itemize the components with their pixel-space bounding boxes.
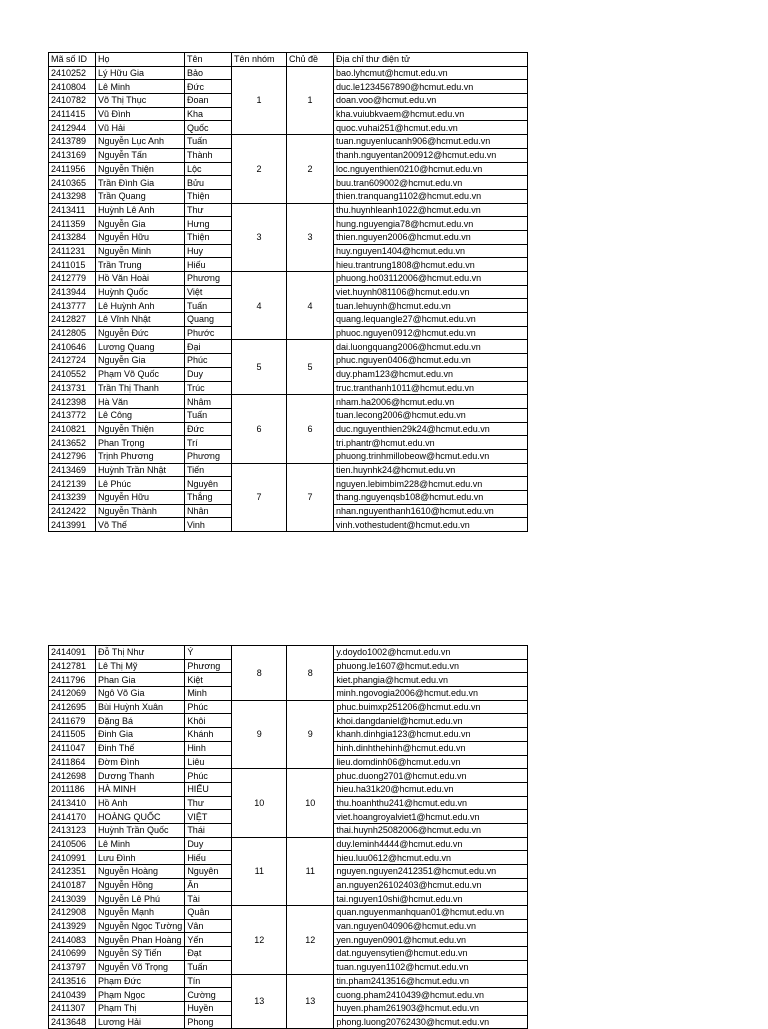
header-ho: Họ bbox=[96, 53, 185, 67]
cell-ten: Tuấn bbox=[185, 299, 232, 313]
cell-ho: Nguyễn Minh bbox=[96, 244, 185, 258]
cell-ho: Nguyễn Đức bbox=[96, 326, 185, 340]
cell-ho: Lương Quang bbox=[96, 340, 185, 354]
cell-ten: Khánh bbox=[185, 728, 232, 742]
cell-ho: Nguyễn Hồng bbox=[96, 878, 185, 892]
cell-ten: Tiến bbox=[185, 463, 232, 477]
cell-ho: Đỗ Thị Như bbox=[96, 646, 185, 660]
cell-ho: Huỳnh Trần Quốc bbox=[96, 823, 185, 837]
cell-email: bao.lyhcmut@hcmut.edu.vn bbox=[334, 66, 528, 80]
table-row bbox=[49, 906, 528, 920]
cell-id: 2411015 bbox=[49, 258, 96, 272]
cell-email: tien.huynhk24@hcmut.edu.vn bbox=[334, 463, 528, 477]
cell-id: 2413239 bbox=[49, 491, 96, 505]
cell-id: 2411864 bbox=[49, 755, 96, 769]
cell-id: 2410646 bbox=[49, 340, 96, 354]
table-row bbox=[49, 974, 528, 988]
cell-email: huy.nguyen1404@hcmut.edu.vn bbox=[334, 244, 528, 258]
cell-id: 2412422 bbox=[49, 504, 96, 518]
cell-chude: 6 bbox=[287, 395, 334, 463]
cell-chude: 4 bbox=[287, 272, 334, 340]
cell-id: 2412698 bbox=[49, 769, 96, 783]
cell-ten: Hiếu bbox=[185, 258, 232, 272]
cell-ho: Trần Thị Thanh bbox=[96, 381, 185, 395]
cell-ten: Huyền bbox=[185, 1001, 232, 1015]
table-row bbox=[49, 272, 528, 286]
cell-ten: Quang bbox=[185, 313, 232, 327]
cell-ho: Trịnh Phương bbox=[96, 449, 185, 463]
header-row bbox=[49, 53, 528, 67]
cell-nhom: 11 bbox=[232, 837, 287, 905]
cell-id: 2413284 bbox=[49, 230, 96, 244]
cell-id: 2411415 bbox=[49, 107, 96, 121]
cell-email: thien.tranquang1102@hcmut.edu.vn bbox=[334, 189, 528, 203]
cell-id: 2412779 bbox=[49, 272, 96, 286]
cell-id: 2414170 bbox=[49, 810, 96, 824]
cell-chude: 12 bbox=[287, 906, 334, 974]
cell-ten: Tín bbox=[185, 974, 232, 988]
cell-id: 2410365 bbox=[49, 176, 96, 190]
cell-email: kiet.phangia@hcmut.edu.vn bbox=[334, 673, 528, 687]
cell-ten: Thiện bbox=[185, 230, 232, 244]
cell-chude: 7 bbox=[287, 463, 334, 531]
cell-ten: Nguyên bbox=[185, 865, 232, 879]
cell-email: tai.nguyen10shi@hcmut.edu.vn bbox=[334, 892, 528, 906]
cell-id: 2410699 bbox=[49, 947, 96, 961]
cell-ten: Phương bbox=[185, 659, 232, 673]
cell-email: duy.leminh4444@hcmut.edu.vn bbox=[334, 837, 528, 851]
cell-ho: Đinh Gia bbox=[96, 728, 185, 742]
cell-email: phuong.ho03112006@hcmut.edu.vn bbox=[334, 272, 528, 286]
cell-id: 2412827 bbox=[49, 313, 96, 327]
cell-id: 2413516 bbox=[49, 974, 96, 988]
cell-email: phuoc.nguyen0912@hcmut.edu.vn bbox=[334, 326, 528, 340]
student-table-1 bbox=[48, 52, 528, 532]
cell-email: hinh.dinhthehinh@hcmut.edu.vn bbox=[334, 741, 528, 755]
cell-ho: Nguyễn Hữu bbox=[96, 491, 185, 505]
cell-ten: Thành bbox=[185, 148, 232, 162]
cell-email: viet.huynh081106@hcmut.edu.vn bbox=[334, 285, 528, 299]
cell-email: an.nguyen26102403@hcmut.edu.vn bbox=[334, 878, 528, 892]
cell-email: phuc.duong2701@hcmut.edu.vn bbox=[334, 769, 528, 783]
cell-ho: Trần Trung bbox=[96, 258, 185, 272]
cell-email: buu.tran609002@hcmut.edu.vn bbox=[334, 176, 528, 190]
cell-ho: Phạm Thị bbox=[96, 1001, 185, 1015]
cell-email: vinh.vothestudent@hcmut.edu.vn bbox=[334, 518, 528, 532]
cell-ten: Phương bbox=[185, 449, 232, 463]
cell-ten: Lộc bbox=[185, 162, 232, 176]
cell-ho: Bùi Huỳnh Xuân bbox=[96, 700, 185, 714]
cell-id: 2414083 bbox=[49, 933, 96, 947]
table-row bbox=[49, 700, 528, 714]
table-row bbox=[49, 340, 528, 354]
cell-email: tin.pham2413516@hcmut.edu.vn bbox=[334, 974, 528, 988]
cell-nhom: 4 bbox=[232, 272, 287, 340]
cell-email: huyen.pham261903@hcmut.edu.vn bbox=[334, 1001, 528, 1015]
cell-id: 2412908 bbox=[49, 906, 96, 920]
cell-email: thanh.nguyentan200912@hcmut.edu.vn bbox=[334, 148, 528, 162]
cell-ho: Võ Thế bbox=[96, 518, 185, 532]
cell-ten: Hinh bbox=[185, 741, 232, 755]
cell-id: 2410506 bbox=[49, 837, 96, 851]
cell-ten: Trí bbox=[185, 436, 232, 450]
cell-ten: Phương bbox=[185, 272, 232, 286]
cell-ten: Phước bbox=[185, 326, 232, 340]
student-table-2 bbox=[48, 645, 528, 1029]
cell-id: 2413298 bbox=[49, 189, 96, 203]
cell-ho: Phan Trọng bbox=[96, 436, 185, 450]
cell-id: 2410804 bbox=[49, 80, 96, 94]
cell-ho: Đinh Thế bbox=[96, 741, 185, 755]
cell-id: 2412796 bbox=[49, 449, 96, 463]
cell-ten: Phúc bbox=[185, 769, 232, 783]
cell-ten: Minh bbox=[185, 687, 232, 701]
cell-ho: Dương Thanh bbox=[96, 769, 185, 783]
cell-id: 2412805 bbox=[49, 326, 96, 340]
cell-ten: Phong bbox=[185, 1015, 232, 1029]
cell-ho: Nguyễn Hoàng bbox=[96, 865, 185, 879]
cell-email: loc.nguyenthien0210@hcmut.edu.vn bbox=[334, 162, 528, 176]
cell-chude: 11 bbox=[287, 837, 334, 905]
cell-id: 2011186 bbox=[49, 782, 96, 796]
cell-ten: Tài bbox=[185, 892, 232, 906]
table-1-body bbox=[49, 53, 528, 532]
cell-nhom: 7 bbox=[232, 463, 287, 531]
cell-ten: Kha bbox=[185, 107, 232, 121]
cell-ten: Quốc bbox=[185, 121, 232, 135]
cell-id: 2413169 bbox=[49, 148, 96, 162]
cell-ten: Tuấn bbox=[185, 960, 232, 974]
cell-email: kha.vuiubkvaem@hcmut.edu.vn bbox=[334, 107, 528, 121]
table-row bbox=[49, 135, 528, 149]
header-email: Địa chỉ thư điện tử bbox=[334, 53, 528, 67]
cell-nhom: 12 bbox=[232, 906, 287, 974]
cell-ho: Nguyễn Thiện bbox=[96, 162, 185, 176]
cell-email: khoi.dangdaniel@hcmut.edu.vn bbox=[334, 714, 528, 728]
table-row bbox=[49, 646, 528, 660]
cell-id: 2412944 bbox=[49, 121, 96, 135]
cell-email: y.doydo1002@hcmut.edu.vn bbox=[334, 646, 528, 660]
cell-chude: 10 bbox=[287, 769, 334, 837]
cell-ho: Nguyễn Thiện bbox=[96, 422, 185, 436]
cell-id: 2412069 bbox=[49, 687, 96, 701]
cell-ten: Ý bbox=[185, 646, 232, 660]
cell-ten: Tuấn bbox=[185, 408, 232, 422]
cell-email: yen.nguyen0901@hcmut.edu.vn bbox=[334, 933, 528, 947]
cell-email: hieu.ha31k20@hcmut.edu.vn bbox=[334, 782, 528, 796]
cell-ho: Lương Hải bbox=[96, 1015, 185, 1029]
cell-id: 2410782 bbox=[49, 94, 96, 108]
cell-email: thien.nguyen2006@hcmut.edu.vn bbox=[334, 230, 528, 244]
cell-ten: Việt bbox=[185, 285, 232, 299]
cell-email: quoc.vuhai251@hcmut.edu.vn bbox=[334, 121, 528, 135]
cell-email: dai.luongquang2006@hcmut.edu.vn bbox=[334, 340, 528, 354]
cell-id: 2410821 bbox=[49, 422, 96, 436]
cell-ho: Nguyễn Gia bbox=[96, 354, 185, 368]
table-row bbox=[49, 395, 528, 409]
cell-id: 2413039 bbox=[49, 892, 96, 906]
cell-id: 2412351 bbox=[49, 865, 96, 879]
cell-id: 2413797 bbox=[49, 960, 96, 974]
cell-nhom: 8 bbox=[232, 646, 287, 701]
cell-email: tuan.lecong2006@hcmut.edu.vn bbox=[334, 408, 528, 422]
cell-email: lieu.domdinh06@hcmut.edu.vn bbox=[334, 755, 528, 769]
cell-ho: Phạm Ngọc bbox=[96, 988, 185, 1002]
cell-id: 2413652 bbox=[49, 436, 96, 450]
cell-ten: Liêu bbox=[185, 755, 232, 769]
cell-email: cuong.pham2410439@hcmut.edu.vn bbox=[334, 988, 528, 1002]
cell-ho: Lê Huỳnh Anh bbox=[96, 299, 185, 313]
cell-ten: Quân bbox=[185, 906, 232, 920]
cell-ten: Tuấn bbox=[185, 135, 232, 149]
header-id: Mã số ID bbox=[49, 53, 96, 67]
cell-ho: Nguyễn Lê Phú bbox=[96, 892, 185, 906]
cell-ho: Phạm Đức bbox=[96, 974, 185, 988]
cell-ten: Nhân bbox=[185, 504, 232, 518]
cell-ho: Huỳnh Lê Anh bbox=[96, 203, 185, 217]
cell-ten: Vinh bbox=[185, 518, 232, 532]
cell-ho: Lưu Đình bbox=[96, 851, 185, 865]
cell-id: 2412724 bbox=[49, 354, 96, 368]
cell-ho: Phan Gia bbox=[96, 673, 185, 687]
cell-ho: Hồ Anh bbox=[96, 796, 185, 810]
cell-id: 2413929 bbox=[49, 919, 96, 933]
cell-ho: HÀ MINH bbox=[96, 782, 185, 796]
cell-id: 2413772 bbox=[49, 408, 96, 422]
cell-ten: Duy bbox=[185, 367, 232, 381]
header-chude: Chủ đề bbox=[287, 53, 334, 67]
table-row bbox=[49, 769, 528, 783]
cell-ho: Nguyễn Võ Trọng bbox=[96, 960, 185, 974]
cell-ho: Huỳnh Quốc bbox=[96, 285, 185, 299]
cell-id: 2411679 bbox=[49, 714, 96, 728]
cell-ho: Huỳnh Trần Nhật bbox=[96, 463, 185, 477]
cell-id: 2413123 bbox=[49, 823, 96, 837]
header-ten: Tên bbox=[185, 53, 232, 67]
cell-ho: Lê Minh bbox=[96, 80, 185, 94]
cell-ho: Nguyễn Thành bbox=[96, 504, 185, 518]
cell-email: thang.nguyenqsb108@hcmut.edu.vn bbox=[334, 491, 528, 505]
cell-ho: Đặng Bá bbox=[96, 714, 185, 728]
cell-ho: Lê Công bbox=[96, 408, 185, 422]
cell-chude: 3 bbox=[287, 203, 334, 271]
cell-chude: 13 bbox=[287, 974, 334, 1029]
cell-ten: Ân bbox=[185, 878, 232, 892]
cell-id: 2410991 bbox=[49, 851, 96, 865]
cell-ho: Lý Hữu Gia bbox=[96, 66, 185, 80]
cell-id: 2411307 bbox=[49, 1001, 96, 1015]
cell-ho: Võ Thị Thục bbox=[96, 94, 185, 108]
cell-email: duc.nguyenthien29k24@hcmut.edu.vn bbox=[334, 422, 528, 436]
cell-email: hieu.luu0612@hcmut.edu.vn bbox=[334, 851, 528, 865]
cell-email: nguyen.nguyen2412351@hcmut.edu.vn bbox=[334, 865, 528, 879]
cell-ho: Trần Đình Gia bbox=[96, 176, 185, 190]
cell-email: phuc.nguyen0406@hcmut.edu.vn bbox=[334, 354, 528, 368]
cell-ten: Phúc bbox=[185, 700, 232, 714]
table-row bbox=[49, 66, 528, 80]
cell-email: phuong.trinhmillobeow@hcmut.edu.vn bbox=[334, 449, 528, 463]
cell-nhom: 5 bbox=[232, 340, 287, 395]
cell-ten: Đạt bbox=[185, 947, 232, 961]
cell-id: 2413411 bbox=[49, 203, 96, 217]
cell-ten: Vân bbox=[185, 919, 232, 933]
cell-ten: Hiếu bbox=[185, 851, 232, 865]
cell-id: 2412398 bbox=[49, 395, 96, 409]
table-2-body bbox=[49, 646, 528, 1029]
header-nhom: Tên nhóm bbox=[232, 53, 287, 67]
cell-nhom: 6 bbox=[232, 395, 287, 463]
cell-email: dat.nguyensytien@hcmut.edu.vn bbox=[334, 947, 528, 961]
cell-ten: Kiệt bbox=[185, 673, 232, 687]
cell-email: hung.nguyengia78@hcmut.edu.vn bbox=[334, 217, 528, 231]
cell-email: duc.le1234567890@hcmut.edu.vn bbox=[334, 80, 528, 94]
cell-nhom: 10 bbox=[232, 769, 287, 837]
cell-ten: Yến bbox=[185, 933, 232, 947]
cell-ten: Khôi bbox=[185, 714, 232, 728]
cell-id: 2412139 bbox=[49, 477, 96, 491]
cell-ho: Đờm Đình bbox=[96, 755, 185, 769]
cell-id: 2410187 bbox=[49, 878, 96, 892]
cell-email: khanh.dinhgia123@hcmut.edu.vn bbox=[334, 728, 528, 742]
cell-ten: Duy bbox=[185, 837, 232, 851]
cell-ho: Vũ Đình bbox=[96, 107, 185, 121]
cell-ho: Lê Thị Mỹ bbox=[96, 659, 185, 673]
cell-id: 2410552 bbox=[49, 367, 96, 381]
table-row bbox=[49, 837, 528, 851]
cell-email: van.nguyen040906@hcmut.edu.vn bbox=[334, 919, 528, 933]
cell-id: 2410252 bbox=[49, 66, 96, 80]
cell-ho: Phạm Võ Quốc bbox=[96, 367, 185, 381]
cell-ten: Thiện bbox=[185, 189, 232, 203]
cell-ten: Đại bbox=[185, 340, 232, 354]
cell-nhom: 2 bbox=[232, 135, 287, 203]
cell-ho: Trần Quang bbox=[96, 189, 185, 203]
cell-ten: Thắng bbox=[185, 491, 232, 505]
cell-email: tuan.nguyenlucanh906@hcmut.edu.vn bbox=[334, 135, 528, 149]
cell-id: 2411956 bbox=[49, 162, 96, 176]
cell-chude: 5 bbox=[287, 340, 334, 395]
cell-email: doan.voo@hcmut.edu.vn bbox=[334, 94, 528, 108]
cell-ten: Huy bbox=[185, 244, 232, 258]
cell-email: phuong.le1607@hcmut.edu.vn bbox=[334, 659, 528, 673]
cell-ten: VIỆT bbox=[185, 810, 232, 824]
cell-id: 2411505 bbox=[49, 728, 96, 742]
cell-ten: HIẾU bbox=[185, 782, 232, 796]
cell-ho: Nguyễn Sỹ Tiến bbox=[96, 947, 185, 961]
cell-ten: Đoan bbox=[185, 94, 232, 108]
cell-ho: Lê Minh bbox=[96, 837, 185, 851]
cell-ho: Nguyễn Lục Anh bbox=[96, 135, 185, 149]
cell-ho: Nguyễn Phan Hoàng bbox=[96, 933, 185, 947]
cell-email: viet.hoangroyalviet1@hcmut.edu.vn bbox=[334, 810, 528, 824]
cell-ten: Nguyên bbox=[185, 477, 232, 491]
cell-email: phuc.buimxp251206@hcmut.edu.vn bbox=[334, 700, 528, 714]
cell-ho: Hồ Văn Hoài bbox=[96, 272, 185, 286]
cell-nhom: 9 bbox=[232, 700, 287, 768]
cell-ten: Bảo bbox=[185, 66, 232, 80]
cell-email: hieu.trantrung1808@hcmut.edu.vn bbox=[334, 258, 528, 272]
cell-ho: Ngô Võ Gia bbox=[96, 687, 185, 701]
cell-email: quan.nguyenmanhquan01@hcmut.edu.vn bbox=[334, 906, 528, 920]
cell-ho: Lê Vĩnh Nhật bbox=[96, 313, 185, 327]
cell-ten: Trúc bbox=[185, 381, 232, 395]
cell-ten: Thái bbox=[185, 823, 232, 837]
cell-ten: Hưng bbox=[185, 217, 232, 231]
cell-email: thu.hoanhthu241@hcmut.edu.vn bbox=[334, 796, 528, 810]
cell-id: 2413648 bbox=[49, 1015, 96, 1029]
cell-id: 2411231 bbox=[49, 244, 96, 258]
cell-chude: 2 bbox=[287, 135, 334, 203]
cell-email: quang.lequangle27@hcmut.edu.vn bbox=[334, 313, 528, 327]
cell-chude: 9 bbox=[287, 700, 334, 768]
cell-id: 2413469 bbox=[49, 463, 96, 477]
cell-ten: Thư bbox=[185, 796, 232, 810]
cell-id: 2413789 bbox=[49, 135, 96, 149]
cell-email: nguyen.lebimbim228@hcmut.edu.vn bbox=[334, 477, 528, 491]
cell-id: 2413731 bbox=[49, 381, 96, 395]
cell-email: truc.tranthanh1011@hcmut.edu.vn bbox=[334, 381, 528, 395]
cell-id: 2411796 bbox=[49, 673, 96, 687]
cell-ten: Cường bbox=[185, 988, 232, 1002]
cell-ho: HOÀNG QUỐC bbox=[96, 810, 185, 824]
cell-nhom: 3 bbox=[232, 203, 287, 271]
cell-id: 2414091 bbox=[49, 646, 96, 660]
cell-ho: Nguyễn Mạnh bbox=[96, 906, 185, 920]
cell-id: 2412695 bbox=[49, 700, 96, 714]
cell-chude: 1 bbox=[287, 66, 334, 134]
cell-email: minh.ngovogia2006@hcmut.edu.vn bbox=[334, 687, 528, 701]
cell-email: phong.luong20762430@hcmut.edu.vn bbox=[334, 1015, 528, 1029]
cell-ho: Vũ Hải bbox=[96, 121, 185, 135]
cell-id: 2412781 bbox=[49, 659, 96, 673]
cell-email: thu.huynhleanh1022@hcmut.edu.vn bbox=[334, 203, 528, 217]
cell-email: thai.huynh25082006@hcmut.edu.vn bbox=[334, 823, 528, 837]
cell-id: 2413944 bbox=[49, 285, 96, 299]
cell-ho: Hà Văn bbox=[96, 395, 185, 409]
cell-ten: Thư bbox=[185, 203, 232, 217]
table-row bbox=[49, 463, 528, 477]
cell-email: tuan.nguyen1102@hcmut.edu.vn bbox=[334, 960, 528, 974]
table-row bbox=[49, 203, 528, 217]
cell-ho: Lê Phúc bbox=[96, 477, 185, 491]
cell-id: 2413991 bbox=[49, 518, 96, 532]
cell-id: 2410439 bbox=[49, 988, 96, 1002]
cell-email: nham.ha2006@hcmut.edu.vn bbox=[334, 395, 528, 409]
cell-email: duy.pham123@hcmut.edu.vn bbox=[334, 367, 528, 381]
cell-ten: Nhâm bbox=[185, 395, 232, 409]
cell-email: nhan.nguyenthanh1610@hcmut.edu.vn bbox=[334, 504, 528, 518]
cell-ho: Nguyễn Ngọc Tường bbox=[96, 919, 185, 933]
cell-ten: Đức bbox=[185, 422, 232, 436]
cell-ho: Nguyễn Gia bbox=[96, 217, 185, 231]
cell-id: 2411359 bbox=[49, 217, 96, 231]
cell-ho: Nguyễn Hữu bbox=[96, 230, 185, 244]
cell-email: tri.phantr@hcmut.edu.vn bbox=[334, 436, 528, 450]
cell-ten: Phúc bbox=[185, 354, 232, 368]
cell-id: 2411047 bbox=[49, 741, 96, 755]
cell-nhom: 13 bbox=[232, 974, 287, 1029]
cell-ten: Bửu bbox=[185, 176, 232, 190]
cell-ho: Nguyễn Tấn bbox=[96, 148, 185, 162]
cell-ten: Đức bbox=[185, 80, 232, 94]
cell-chude: 8 bbox=[287, 646, 334, 701]
cell-nhom: 1 bbox=[232, 66, 287, 134]
cell-id: 2413410 bbox=[49, 796, 96, 810]
cell-email: tuan.lehuynh@hcmut.edu.vn bbox=[334, 299, 528, 313]
cell-id: 2413777 bbox=[49, 299, 96, 313]
